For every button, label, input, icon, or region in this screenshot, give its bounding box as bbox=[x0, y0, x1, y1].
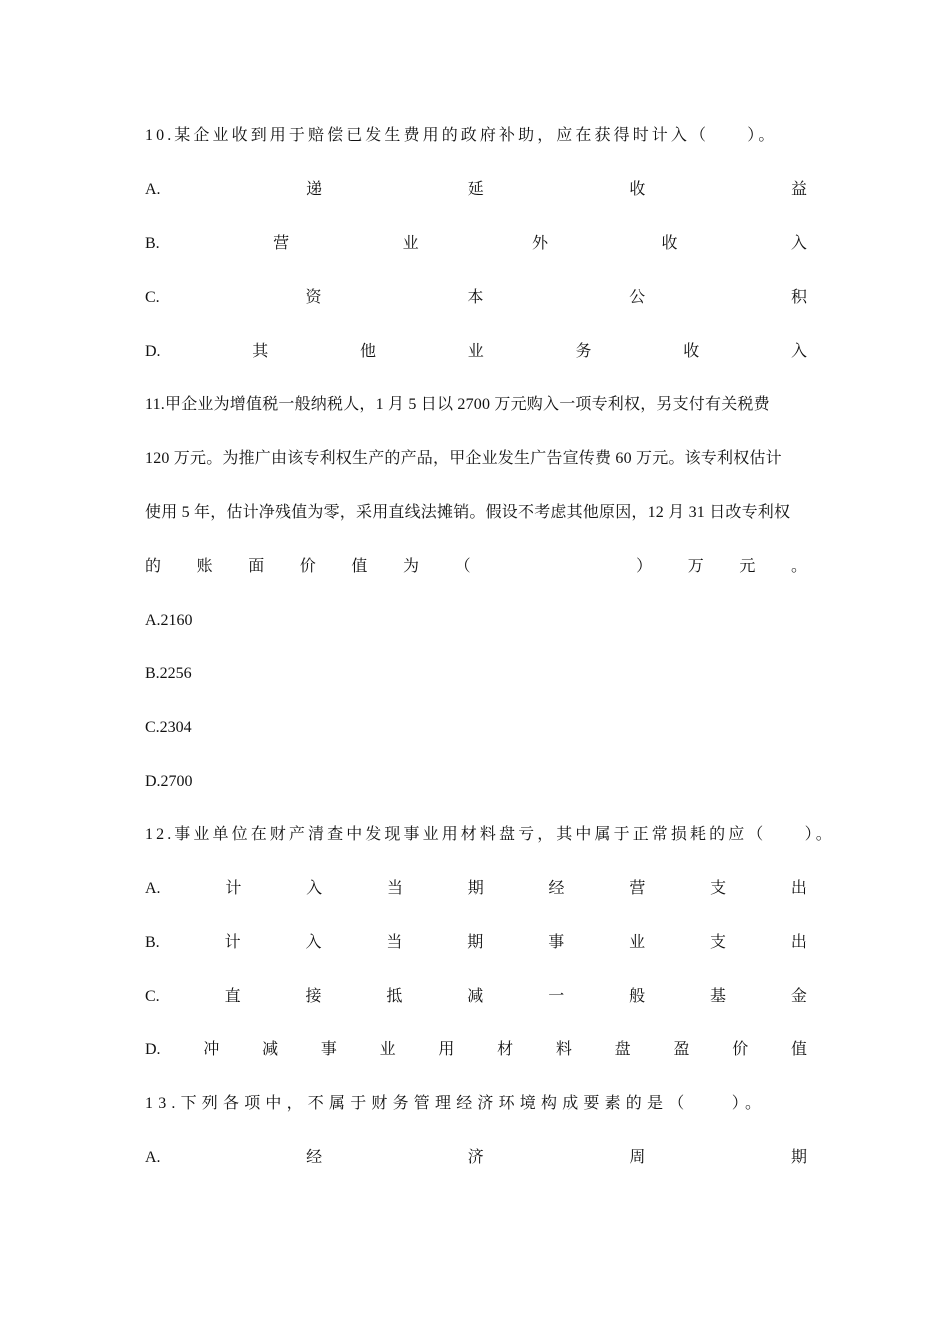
stem-token: 账 bbox=[196, 558, 213, 575]
option-token: 公 bbox=[629, 289, 646, 306]
option-token: 他 bbox=[360, 343, 377, 360]
option-token: 收 bbox=[629, 181, 646, 198]
question-11-stem-line-4 bbox=[145, 553, 807, 581]
option-token: 业 bbox=[629, 934, 646, 951]
stem-token: 。 bbox=[790, 558, 807, 575]
question-11-option-a: A.2160 bbox=[145, 612, 193, 629]
option-token: 出 bbox=[790, 880, 807, 897]
option-token: 延 bbox=[467, 181, 484, 198]
option-token: A. bbox=[145, 1149, 161, 1166]
option-token: 入 bbox=[306, 880, 323, 897]
option-token: 料 bbox=[555, 1041, 572, 1058]
option-token: 计 bbox=[225, 880, 242, 897]
option-token: 事 bbox=[548, 934, 565, 951]
option-token: 益 bbox=[790, 181, 807, 198]
option-token: 减 bbox=[467, 988, 484, 1005]
option-token: 期 bbox=[467, 880, 484, 897]
option-token: C. bbox=[145, 988, 160, 1005]
option-token: 当 bbox=[386, 880, 403, 897]
stem-token: 面 bbox=[248, 558, 265, 575]
option-token: 减 bbox=[262, 1041, 279, 1058]
stem-token: 元 bbox=[739, 558, 756, 575]
option-token: 入 bbox=[790, 343, 807, 360]
option-token: 积 bbox=[790, 289, 807, 306]
option-token: 资 bbox=[305, 289, 322, 306]
option-token: 当 bbox=[386, 934, 403, 951]
question-10-option-c bbox=[145, 284, 807, 312]
option-token: 业 bbox=[379, 1041, 396, 1058]
stem-token: ） bbox=[636, 558, 653, 575]
option-token: A. bbox=[145, 880, 161, 897]
question-11-option-d: D.2700 bbox=[145, 773, 193, 790]
question-12-option-a bbox=[145, 875, 807, 903]
option-token: 收 bbox=[661, 235, 678, 252]
option-token: 冲 bbox=[203, 1041, 220, 1058]
option-token: 入 bbox=[790, 235, 807, 252]
question-12-option-c bbox=[145, 983, 807, 1011]
option-token: 盘 bbox=[614, 1041, 631, 1058]
question-10-stem: 10.某企业收到用于赔偿已发生费用的政府补助，应在获得时计入（ ）。 bbox=[145, 127, 778, 144]
option-token: 用 bbox=[438, 1041, 455, 1058]
option-token: 接 bbox=[305, 988, 322, 1005]
stem-token: 值 bbox=[351, 558, 368, 575]
option-token: D. bbox=[145, 343, 161, 360]
option-token: 值 bbox=[790, 1041, 807, 1058]
option-token: 支 bbox=[710, 880, 727, 897]
option-token: 期 bbox=[790, 1149, 807, 1166]
option-token: 济 bbox=[467, 1149, 484, 1166]
option-token: 业 bbox=[467, 343, 484, 360]
option-token: 盈 bbox=[673, 1041, 690, 1058]
option-token: D. bbox=[145, 1041, 161, 1058]
stem-token: （ bbox=[454, 558, 471, 575]
option-token: 入 bbox=[305, 934, 322, 951]
question-10-option-d bbox=[145, 338, 807, 366]
option-token: 一 bbox=[548, 988, 565, 1005]
option-token: 抵 bbox=[386, 988, 403, 1005]
stem-token: 为 bbox=[402, 558, 419, 575]
question-11-option-b: B.2256 bbox=[145, 665, 192, 682]
question-10-option-a bbox=[145, 176, 807, 204]
option-token: 价 bbox=[732, 1041, 749, 1058]
option-token: 事 bbox=[320, 1041, 337, 1058]
option-token: 营 bbox=[629, 880, 646, 897]
option-token: 本 bbox=[467, 289, 484, 306]
option-token: 务 bbox=[575, 343, 592, 360]
option-token: 经 bbox=[306, 1149, 323, 1166]
option-token: B. bbox=[145, 934, 160, 951]
question-11-stem-line-3: 使用 5 年，估计净残值为零，采用直线法摊销。假设不考虑其他原因，12 月 31 日改专利权 bbox=[145, 504, 791, 521]
option-token: 材 bbox=[497, 1041, 514, 1058]
option-token: 金 bbox=[790, 988, 807, 1005]
option-token: 收 bbox=[683, 343, 700, 360]
question-12-stem: 12.事业单位在财产清查中发现事业用材料盘亏，其中属于正常损耗的应（ ）。 bbox=[145, 826, 835, 843]
option-token: B. bbox=[145, 235, 160, 252]
stem-token: 的 bbox=[145, 558, 162, 575]
option-token: 般 bbox=[629, 988, 646, 1005]
question-10-option-b bbox=[145, 230, 807, 258]
option-token: 出 bbox=[790, 934, 807, 951]
option-token: C. bbox=[145, 289, 160, 306]
question-12-option-b bbox=[145, 929, 807, 957]
question-12-option-d bbox=[145, 1036, 807, 1064]
option-token: 期 bbox=[467, 934, 484, 951]
option-token: 直 bbox=[224, 988, 241, 1005]
option-token: 支 bbox=[710, 934, 727, 951]
question-13-option-a bbox=[145, 1144, 807, 1172]
option-token: 递 bbox=[306, 181, 323, 198]
option-token: 其 bbox=[252, 343, 269, 360]
question-11-stem-line-1: 11.甲企业为增值税一般纳税人，1 月 5 日以 2700 万元购入一项专利权，另支付有关税费 bbox=[145, 396, 770, 413]
option-token: 外 bbox=[532, 235, 549, 252]
question-11-stem-line-2: 120 万元。为推广由该专利权生产的产品，甲企业发生广告宣传费 60 万元。该专利权估计 bbox=[145, 450, 782, 467]
option-token: 经 bbox=[548, 880, 565, 897]
option-token: 业 bbox=[402, 235, 419, 252]
option-token: A. bbox=[145, 181, 161, 198]
option-token: 周 bbox=[629, 1149, 646, 1166]
option-token: 营 bbox=[273, 235, 290, 252]
option-token: 基 bbox=[710, 988, 727, 1005]
option-token: 计 bbox=[224, 934, 241, 951]
stem-token: 价 bbox=[299, 558, 316, 575]
stem-token: 万 bbox=[687, 558, 704, 575]
question-13-stem: 13.下列各项中，不属于财务管理经济环境构成要素的是（ ）。 bbox=[145, 1095, 767, 1112]
question-11-option-c: C.2304 bbox=[145, 719, 192, 736]
